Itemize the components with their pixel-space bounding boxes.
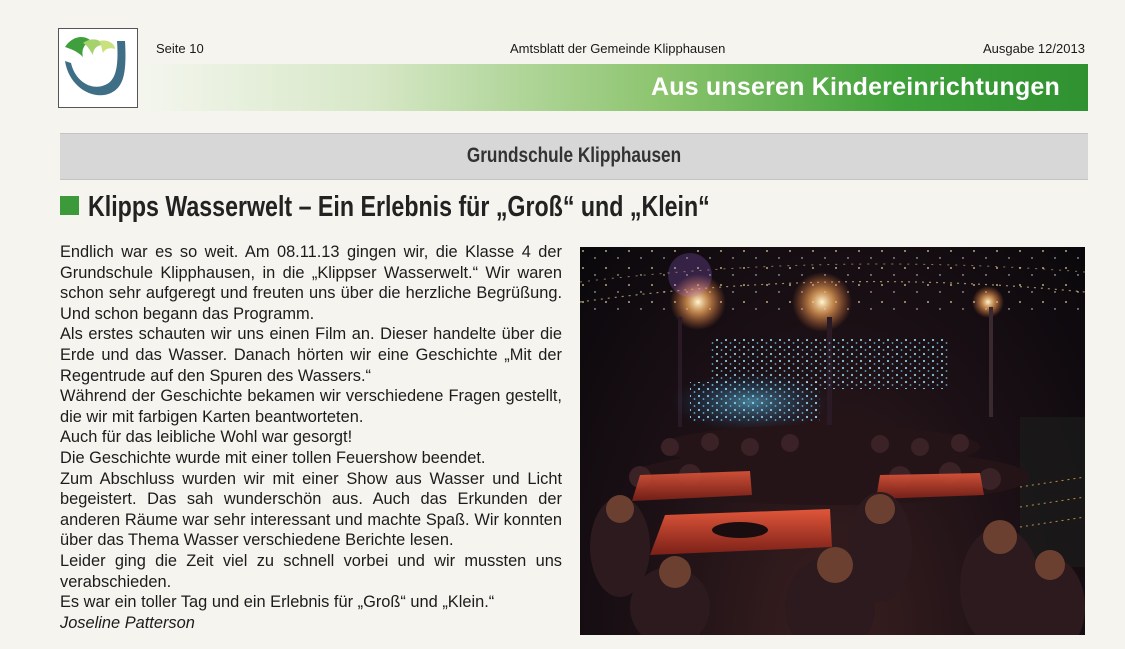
article-paragraph: Während der Geschichte bekamen wir verschiedene Fragen gestellt, die wir mit farbigen Karten beantworteten. bbox=[60, 387, 562, 426]
article-photo bbox=[580, 247, 1085, 635]
article-paragraph: Leider ging die Zeit viel zu schnell vorbei und wir mussten uns verabschieden. bbox=[60, 551, 562, 591]
issue-number: Ausgabe 12/2013 bbox=[983, 41, 1085, 56]
page-number: Seite 10 bbox=[156, 41, 204, 56]
article-paragraph: Die Geschichte wurde mit einer tollen Feuershow beendet. bbox=[60, 448, 486, 467]
article-body bbox=[60, 242, 562, 633]
municipality-logo bbox=[58, 28, 138, 108]
school-title: Grundschule Klipphausen bbox=[466, 144, 682, 167]
article-author: Joseline Patterson bbox=[60, 613, 195, 632]
section-banner bbox=[140, 64, 1088, 111]
logo-graphic bbox=[59, 29, 137, 107]
article-paragraph: Als erstes schauten wir uns einen Film an. Dieser handelte über die Erde und das Wasser. Danach hörten wir eine Geschichte „Mit der Regentrude auf den Spuren des Wassers.“ bbox=[60, 325, 562, 385]
article-paragraph: Es war ein toller Tag und ein Erlebnis für „Groß“ und „Klein.“ bbox=[60, 593, 495, 612]
article-paragraph: Endlich war es so weit. Am 08.11.13 gingen wir, die Klasse 4 der Grundschule Klipphausen, in die „Klippser Wasserwelt.“ Wir waren schon sehr aufgeregt und freuten uns über die herzliche Begrüßung. Und schon begann das Programm. bbox=[60, 243, 562, 323]
publication-title: Amtsblatt der Gemeinde Klipphausen bbox=[510, 41, 726, 56]
article-paragraph: Zum Abschluss wurden wir mit einer Show aus Wasser und Licht begeistert. Das sah wunderschön aus. Auch das Erkunden der anderen Räume war sehr interessant und machte Spaß. Wir konnten über das Thema Wasser verschiedene Berichte lesen. bbox=[60, 469, 562, 550]
headline-text: Klipps Wasserwelt – Ein Erlebnis für „Groß“ und „Klein“ bbox=[88, 191, 710, 223]
school-bar bbox=[60, 133, 1088, 180]
photo-illustration bbox=[580, 247, 1085, 635]
section-title: Aus unseren Kindereinrichtungen bbox=[650, 73, 1060, 101]
article-paragraph: Auch für das leibliche Wohl war gesorgt! bbox=[60, 428, 353, 447]
headline-square-icon bbox=[60, 196, 79, 215]
